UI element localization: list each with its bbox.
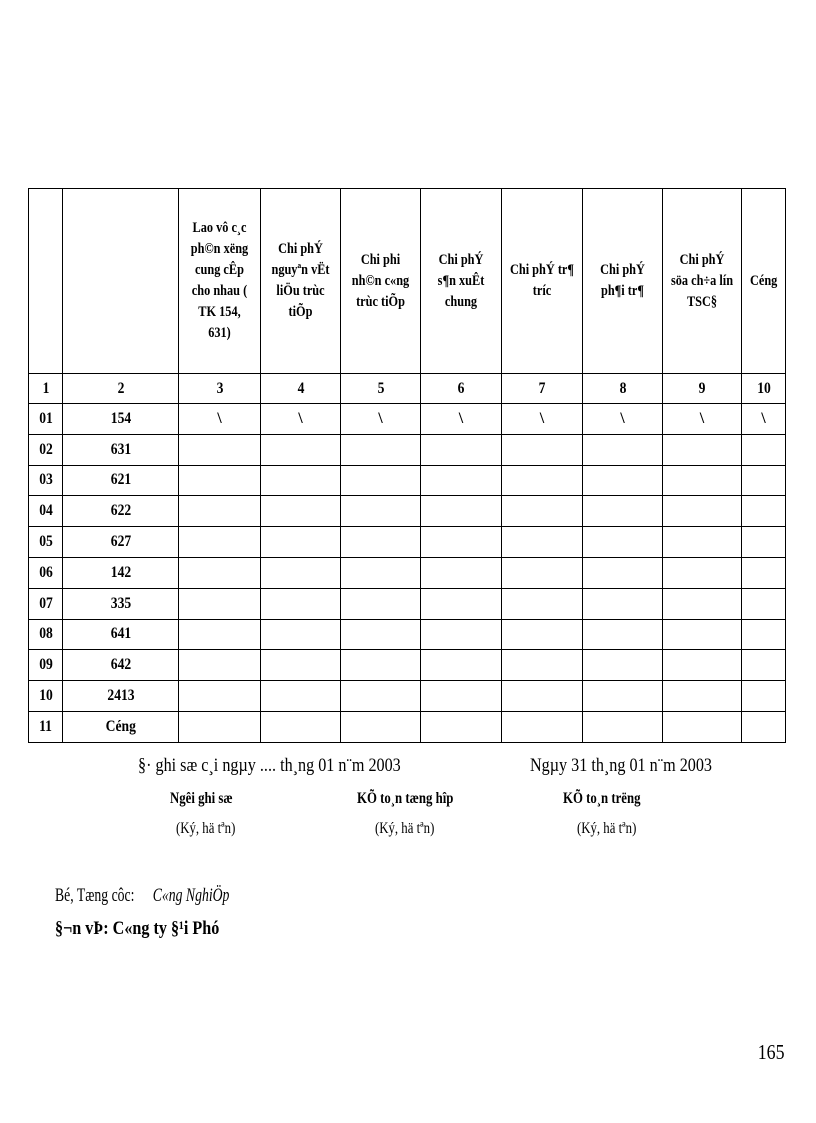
header-col-7: Chi phÝ tr¶ tríc (502, 189, 583, 374)
account-code: 335 (63, 588, 179, 619)
empty-cell (341, 496, 421, 527)
empty-cell (341, 588, 421, 619)
account-code: 154 (63, 404, 179, 435)
empty-cell (663, 711, 742, 742)
empty-cell (742, 619, 786, 650)
header-col-6: Chi phÝ s¶n xuÊt chung (421, 189, 502, 374)
empty-cell (583, 588, 663, 619)
signature-note: (Ký, hä tªn) (577, 820, 637, 837)
row-number: 09 (29, 650, 63, 681)
row-number: 07 (29, 588, 63, 619)
account-code: 2413 (63, 681, 179, 712)
empty-cell (742, 557, 786, 588)
empty-cell (583, 557, 663, 588)
header-col-3: Lao vô c¸c ph©n xëng cung cÊp cho nhau ( TK 154, 631) (179, 189, 261, 374)
column-number-row (29, 374, 786, 404)
empty-cell (421, 434, 502, 465)
unit-line: §¬n vÞ: C«ng ty §¹i Phó (55, 918, 220, 939)
empty-cell (341, 557, 421, 588)
empty-cell (341, 465, 421, 496)
signature-title-chief-accountant: KÕ to¸n trëng (563, 790, 641, 807)
empty-cell (261, 434, 341, 465)
account-code: 622 (63, 496, 179, 527)
empty-cell (502, 681, 583, 712)
empty-cell (742, 588, 786, 619)
page-number: 165 (757, 1040, 784, 1064)
empty-cell (502, 619, 583, 650)
table-row (29, 557, 786, 588)
empty-cell (421, 557, 502, 588)
table-row (29, 465, 786, 496)
empty-cell (261, 465, 341, 496)
empty-cell (742, 465, 786, 496)
column-number: 4 (261, 374, 341, 404)
column-number: 7 (502, 374, 583, 404)
empty-cell (502, 650, 583, 681)
empty-cell (742, 434, 786, 465)
empty-cell (341, 527, 421, 558)
column-number: 5 (341, 374, 421, 404)
empty-cell (663, 650, 742, 681)
cell-mark: \ (179, 404, 261, 435)
empty-cell (502, 711, 583, 742)
column-number: 10 (742, 374, 786, 404)
column-number: 8 (583, 374, 663, 404)
table-row (29, 434, 786, 465)
empty-cell (421, 619, 502, 650)
account-code: 631 (63, 434, 179, 465)
signature-note: (Ký, hä tªn) (375, 820, 435, 837)
empty-cell (421, 711, 502, 742)
header-col-5: Chi phi nh©n c«ng trùc tiÕp (341, 189, 421, 374)
column-number: 6 (421, 374, 502, 404)
account-code: 142 (63, 557, 179, 588)
empty-cell (583, 434, 663, 465)
empty-cell (421, 588, 502, 619)
ministry-line (55, 885, 276, 907)
report-date-line: Ngµy 31 th¸ng 01 n¨m 2003 (530, 755, 713, 776)
signature-note: (Ký, hä tªn) (176, 820, 236, 837)
row-number: 01 (29, 404, 63, 435)
row-number: 11 (29, 711, 63, 742)
empty-cell (583, 681, 663, 712)
empty-cell (261, 711, 341, 742)
empty-cell (742, 681, 786, 712)
empty-cell (261, 496, 341, 527)
row-number: 10 (29, 681, 63, 712)
empty-cell (179, 434, 261, 465)
table-row (29, 527, 786, 558)
empty-cell (742, 527, 786, 558)
table-row (29, 619, 786, 650)
empty-cell (179, 681, 261, 712)
empty-cell (502, 527, 583, 558)
cell-mark: \ (583, 404, 663, 435)
empty-cell (583, 496, 663, 527)
empty-cell (663, 588, 742, 619)
empty-cell (583, 650, 663, 681)
empty-cell (261, 527, 341, 558)
empty-cell (663, 496, 742, 527)
row-number: 06 (29, 557, 63, 588)
empty-cell (663, 619, 742, 650)
table-row (29, 588, 786, 619)
empty-cell (341, 681, 421, 712)
cell-mark: \ (261, 404, 341, 435)
column-number: 2 (63, 374, 179, 404)
empty-cell (179, 588, 261, 619)
empty-cell (502, 434, 583, 465)
empty-cell (502, 557, 583, 588)
empty-cell (261, 557, 341, 588)
empty-cell (421, 681, 502, 712)
signature-title-recorder: Ngêi ghi sæ (170, 790, 233, 807)
empty-cell (583, 465, 663, 496)
empty-cell (179, 527, 261, 558)
empty-cell (341, 434, 421, 465)
empty-cell (341, 619, 421, 650)
empty-cell (261, 650, 341, 681)
account-code: Céng (63, 711, 179, 742)
empty-cell (179, 465, 261, 496)
empty-cell (179, 619, 261, 650)
ledger-table (28, 188, 786, 743)
table-row (29, 496, 786, 527)
empty-cell (261, 681, 341, 712)
empty-cell (583, 711, 663, 742)
ministry-value: C«ng NghiÖp (152, 885, 230, 906)
cell-mark: \ (421, 404, 502, 435)
row-number: 03 (29, 465, 63, 496)
account-code: 642 (63, 650, 179, 681)
empty-cell (421, 650, 502, 681)
ministry-label: Bé, Tæng côc: (55, 885, 135, 906)
header-col-1 (29, 189, 63, 374)
header-col-4: Chi phÝ nguyªn vËt liÖu trùc tiÕp (261, 189, 341, 374)
header-col-8: Chi phÝ ph¶i tr¶ (583, 189, 663, 374)
header-col-2 (63, 189, 179, 374)
table-row (29, 681, 786, 712)
empty-cell (663, 557, 742, 588)
empty-cell (261, 619, 341, 650)
empty-cell (742, 496, 786, 527)
header-col-9: Chi phÝ söa ch÷a lín TSC§ (663, 189, 742, 374)
cell-mark: \ (341, 404, 421, 435)
row-number: 05 (29, 527, 63, 558)
column-number: 9 (663, 374, 742, 404)
empty-cell (179, 711, 261, 742)
row-number: 02 (29, 434, 63, 465)
empty-cell (583, 619, 663, 650)
column-number: 1 (29, 374, 63, 404)
empty-cell (663, 527, 742, 558)
empty-cell (421, 465, 502, 496)
row-number: 08 (29, 619, 63, 650)
header-col-10: Céng (742, 189, 786, 374)
row-number: 04 (29, 496, 63, 527)
empty-cell (742, 650, 786, 681)
table-row (29, 711, 786, 742)
account-code: 627 (63, 527, 179, 558)
signature-title-general-accountant: KÕ to¸n tæng hîp (357, 790, 454, 807)
cell-mark: \ (502, 404, 583, 435)
table-row (29, 404, 786, 435)
table-row (29, 650, 786, 681)
account-code: 641 (63, 619, 179, 650)
cell-mark: \ (742, 404, 786, 435)
account-code: 621 (63, 465, 179, 496)
empty-cell (502, 465, 583, 496)
posting-date-line: §· ghi sæ c¸i ngµy .... th¸ng 01 n¨m 2003 (138, 755, 401, 776)
empty-cell (179, 650, 261, 681)
empty-cell (663, 681, 742, 712)
cell-mark: \ (663, 404, 742, 435)
empty-cell (341, 650, 421, 681)
header-row (29, 189, 786, 374)
empty-cell (663, 434, 742, 465)
empty-cell (179, 496, 261, 527)
empty-cell (583, 527, 663, 558)
empty-cell (341, 711, 421, 742)
empty-cell (663, 465, 742, 496)
empty-cell (502, 588, 583, 619)
empty-cell (261, 588, 341, 619)
empty-cell (421, 527, 502, 558)
empty-cell (742, 711, 786, 742)
empty-cell (421, 496, 502, 527)
empty-cell (179, 557, 261, 588)
column-number: 3 (179, 374, 261, 404)
empty-cell (502, 496, 583, 527)
